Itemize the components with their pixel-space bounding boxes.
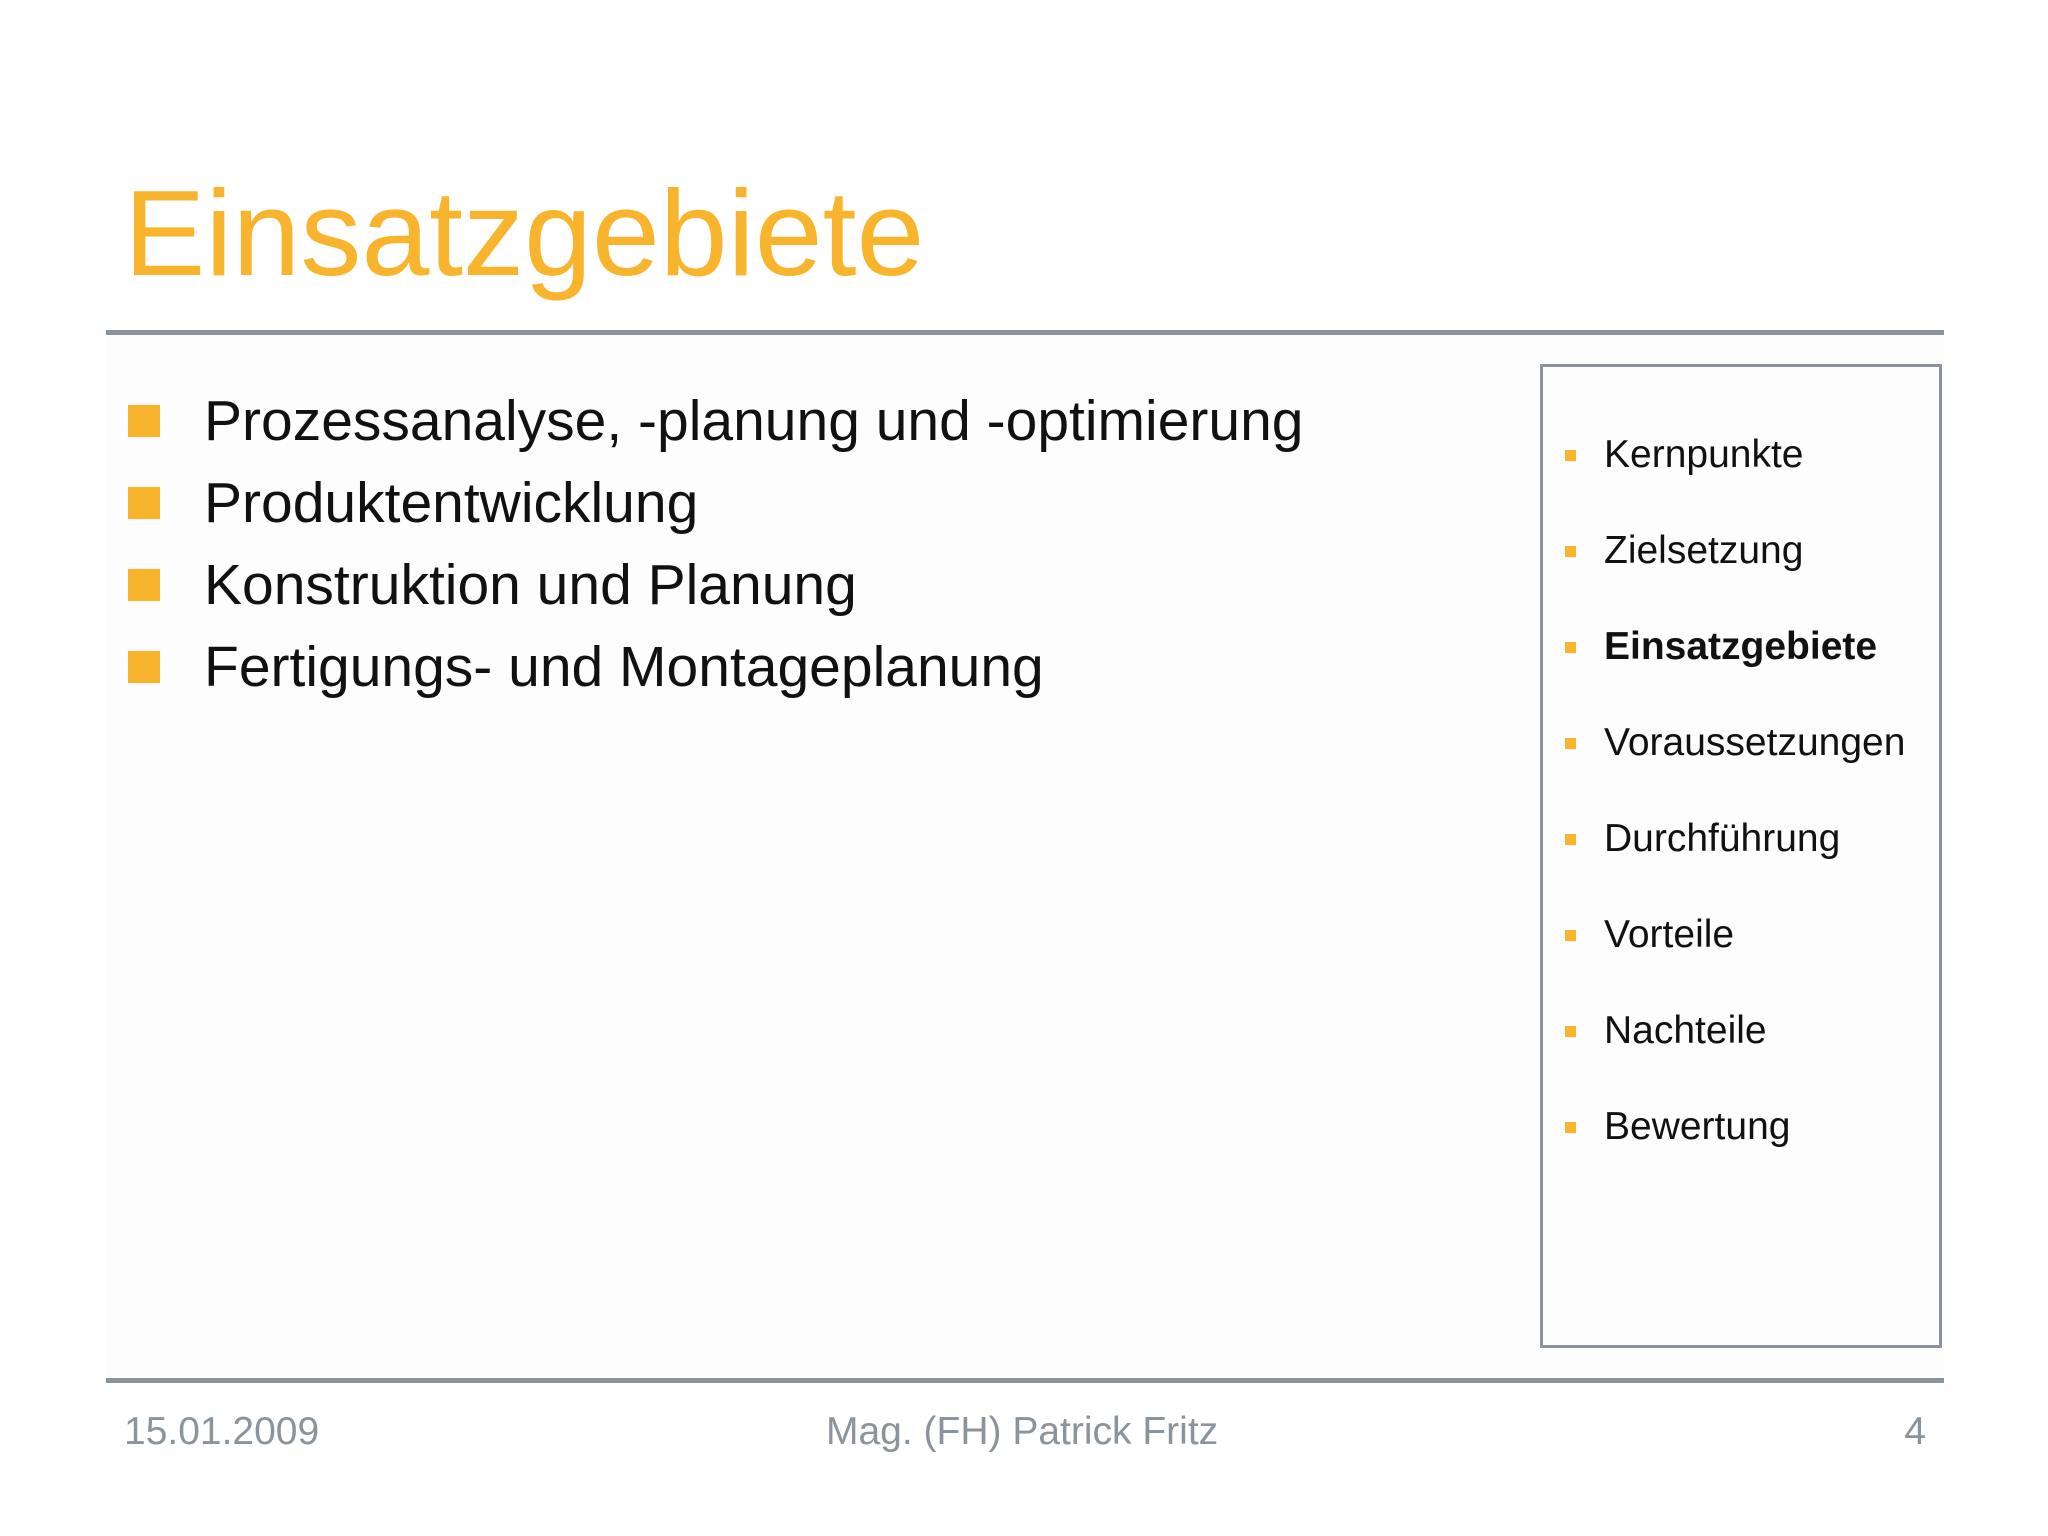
bullet-list xyxy=(128,380,1303,708)
footer-date: 15.01.2009 xyxy=(124,1410,320,1453)
agenda-item-label: Kernpunkte xyxy=(1604,433,1804,476)
agenda-bullet-icon xyxy=(1565,546,1576,557)
agenda-item-label-active: Einsatzgebiete xyxy=(1604,625,1878,668)
agenda-item-label: Voraussetzungen xyxy=(1604,721,1906,764)
bullet-text: Produktentwicklung xyxy=(204,471,699,535)
agenda-bullet-icon xyxy=(1565,642,1576,653)
agenda-list xyxy=(1565,407,1905,1175)
agenda-bullet-icon xyxy=(1565,1122,1576,1133)
agenda-bullet-icon xyxy=(1565,930,1576,941)
agenda-item-label: Bewertung xyxy=(1604,1105,1791,1148)
agenda-bullet-icon xyxy=(1565,450,1576,461)
agenda-item-label: Nachteile xyxy=(1604,1009,1767,1052)
agenda-item-zielsetzung xyxy=(1565,503,1905,599)
bullet-item xyxy=(128,380,1303,462)
bullet-text: Konstruktion und Planung xyxy=(204,553,857,617)
bullet-item xyxy=(128,462,1303,544)
bullet-square-icon xyxy=(128,487,160,519)
agenda-item-durchfuehrung xyxy=(1565,791,1905,887)
agenda-bullet-icon xyxy=(1565,1026,1576,1037)
footer-divider xyxy=(106,1378,1944,1383)
agenda-item-voraussetzungen xyxy=(1565,695,1905,791)
agenda-item-einsatzgebiete xyxy=(1565,599,1905,695)
agenda-item-nachteile xyxy=(1565,983,1905,1079)
agenda-item-vorteile xyxy=(1565,887,1905,983)
agenda-item-label: Durchführung xyxy=(1604,817,1841,860)
agenda-item-label: Vorteile xyxy=(1604,913,1735,956)
footer-author: Mag. (FH) Patrick Fritz xyxy=(826,1410,1219,1453)
agenda-bullet-icon xyxy=(1565,834,1576,845)
title-divider xyxy=(106,330,1944,335)
page-number: 4 xyxy=(1904,1410,1926,1453)
bullet-square-icon xyxy=(128,651,160,683)
bullet-text: Prozessanalyse, -planung und -optimierung xyxy=(204,389,1304,453)
agenda-bullet-icon xyxy=(1565,738,1576,749)
slide-title: Einsatzgebiete xyxy=(124,165,925,301)
bullet-text: Fertigungs- und Montageplanung xyxy=(204,635,1044,699)
agenda-item-label: Zielsetzung xyxy=(1604,529,1804,572)
agenda-box xyxy=(1540,364,1942,1348)
bullet-square-icon xyxy=(128,569,160,601)
bullet-item xyxy=(128,626,1303,708)
agenda-item-kernpunkte xyxy=(1565,407,1905,503)
agenda-item-bewertung xyxy=(1565,1079,1905,1175)
bullet-square-icon xyxy=(128,405,160,437)
bullet-item xyxy=(128,544,1303,626)
